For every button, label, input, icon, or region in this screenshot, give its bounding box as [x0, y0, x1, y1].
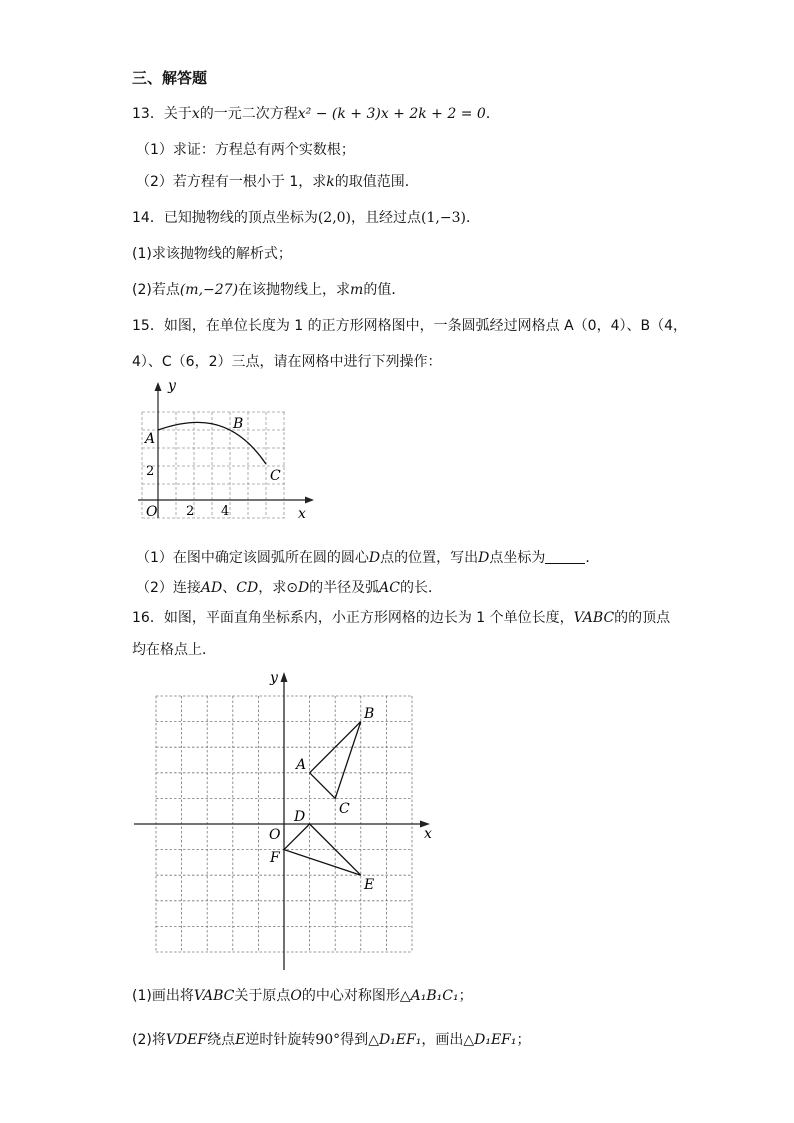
q15-part2-cd: CD	[236, 580, 259, 596]
q15-figure	[132, 378, 322, 526]
q16-origin-label: O	[269, 827, 281, 843]
q13-part2-text-a: （2）若方程有一根小于 1，求	[136, 174, 327, 190]
q15-part2-text-b: ，求⊙	[258, 580, 298, 596]
q16-part2-end: ；	[516, 1032, 531, 1048]
q16-label-c: C	[339, 801, 350, 817]
section-title: 三、解答题	[132, 69, 208, 87]
q16-part1-end: ；	[458, 988, 473, 1004]
q13-part1: （1）求证：方程总有两个实数根；	[136, 142, 355, 158]
q14-part2-text-b: 在该抛物线上，求	[238, 282, 351, 298]
q14-text-a: 已知抛物线的顶点坐标为	[163, 210, 318, 226]
q13-part2-text-b: 的取值范围．	[334, 174, 419, 190]
q15-part1-text-a: （1）在图中确定该圆弧所在圆的圆心	[136, 550, 369, 566]
q16-part2	[132, 1030, 531, 1050]
q14-part2-point: (m,−27)	[179, 282, 239, 298]
q15-stem-line1	[132, 316, 687, 336]
q15-part1	[136, 548, 599, 568]
q15-tick-y-2: 2	[146, 464, 155, 479]
q15-stem-line2: 4）、C（6，2）三点，请在网格中进行下列操作：	[132, 354, 442, 370]
q16-part2-degree: 90°	[315, 1032, 341, 1048]
q16-line1-text-a: 如图，平面直角坐标系内，小正方形网格的边长为 1 个单位长度，	[163, 610, 574, 626]
q15-part2-text-a: （2）连接	[136, 580, 201, 596]
q14-point: (1,−3)	[421, 210, 466, 226]
q15-part2-sep: 、	[222, 580, 237, 596]
q15-part1-var2: D	[478, 550, 490, 566]
q16-axes	[134, 672, 430, 970]
q14-number: 14．	[132, 210, 164, 226]
q16-part2-text-c: 逆时针旋转	[245, 1032, 316, 1048]
q15-part1-var: D	[368, 550, 381, 566]
q15-label-a: A	[145, 431, 156, 447]
q16-part2-triangle3: △D₁EF₁	[463, 1032, 517, 1048]
q13-part2	[136, 172, 419, 192]
q15-x-axis-label: x	[298, 506, 306, 522]
q15-part2-ac: AC	[379, 580, 400, 596]
q16-part2-text-a: (2)将	[132, 1032, 166, 1048]
q15-tick-x-4: 4	[221, 504, 230, 519]
q16-part2-triangle: VDEF	[165, 1032, 208, 1048]
q14-part2-var: m	[350, 282, 364, 298]
q13-text-a: 关于	[163, 106, 192, 122]
q16-x-axis-label: x	[424, 826, 432, 842]
q16-line1-text-b: 的的顶点	[614, 610, 671, 626]
q15-axes	[138, 382, 314, 518]
q15-y-axis-label: y	[168, 378, 176, 394]
q16-part1	[132, 986, 473, 1006]
q16-label-b: B	[364, 706, 375, 722]
q14-part1: (1)求该抛物线的解析式；	[132, 246, 292, 262]
q16-stem-line1	[132, 608, 670, 628]
q15-part2-d: D	[297, 580, 310, 596]
q16-part1-origin: O	[290, 988, 302, 1004]
q16-part2-point-e: E	[235, 1032, 246, 1048]
q14-stem	[132, 208, 480, 228]
q13-number: 13．	[132, 106, 164, 122]
q16-part1-text-c: 的中心对称图形	[301, 988, 400, 1004]
q15-label-b: B	[233, 416, 244, 432]
q16-part2-triangle2: △D₁EF₁	[368, 1032, 422, 1048]
q16-part2-text-b: 绕点	[207, 1032, 236, 1048]
q16-part2-text-d: 得到	[340, 1032, 369, 1048]
q13-stem	[132, 104, 500, 124]
q15-part2	[136, 578, 442, 598]
q14-text-b: ，且经过点	[351, 210, 422, 226]
q16-label-a: A	[296, 757, 307, 773]
q14-part2-text-c: 的值．	[363, 282, 406, 298]
q16-label-f: F	[270, 850, 280, 866]
q16-part1-text-a: (1)画出将	[132, 988, 194, 1004]
q14-end: ．	[465, 210, 480, 226]
q13-text-b: 的一元二次方程	[199, 106, 298, 122]
q15-tick-x-2: 2	[186, 504, 195, 519]
q16-line1-triangle: VABC	[573, 610, 615, 626]
q15-part2-text-e: 的长．	[400, 580, 442, 596]
q13-equation: x² − (k + 3)x + 2k + 2 = 0	[297, 106, 486, 122]
q16-part2-text-f: ，画出	[421, 1032, 464, 1048]
q15-part2-ad: AD	[200, 580, 223, 596]
q16-number: 16．	[132, 610, 164, 626]
q16-y-axis-label: y	[270, 670, 278, 686]
q14-part2-text-a: (2)若点	[132, 282, 180, 298]
q15-label-c: C	[270, 468, 281, 484]
q15-origin-label: O	[146, 504, 158, 520]
q15-line1: 如图，在单位长度为 1 的正方形网格图中，一条圆弧经过网格点 A（0，4）、B（4，	[163, 318, 687, 334]
q13-end: ．	[485, 106, 500, 122]
q16-label-e: E	[364, 877, 375, 893]
q14-vertex: (2,0)	[317, 210, 352, 226]
q16-stem-line2: 均在格点上．	[132, 642, 216, 658]
q15-part1-text-b: 点的位置，写出	[380, 550, 479, 566]
q13-part2-var: k	[326, 174, 335, 190]
q16-label-d: D	[294, 809, 306, 825]
q15-number: 15．	[132, 318, 164, 334]
q16-part1-triangle: VABC	[193, 988, 235, 1004]
q15-part1-text-c: 点坐标为	[489, 550, 546, 566]
q16-part1-text-b: 关于原点	[234, 988, 291, 1004]
q15-answer-blank[interactable]	[545, 549, 585, 564]
q13-var-x: x	[191, 106, 200, 122]
q15-part1-end: ．	[585, 550, 600, 566]
q15-part2-text-c: 的半径及弧	[309, 580, 380, 596]
q16-part1-triangle2: △A₁B₁C₁	[399, 988, 459, 1004]
q14-part2	[132, 280, 405, 300]
q16-figure	[128, 668, 448, 974]
